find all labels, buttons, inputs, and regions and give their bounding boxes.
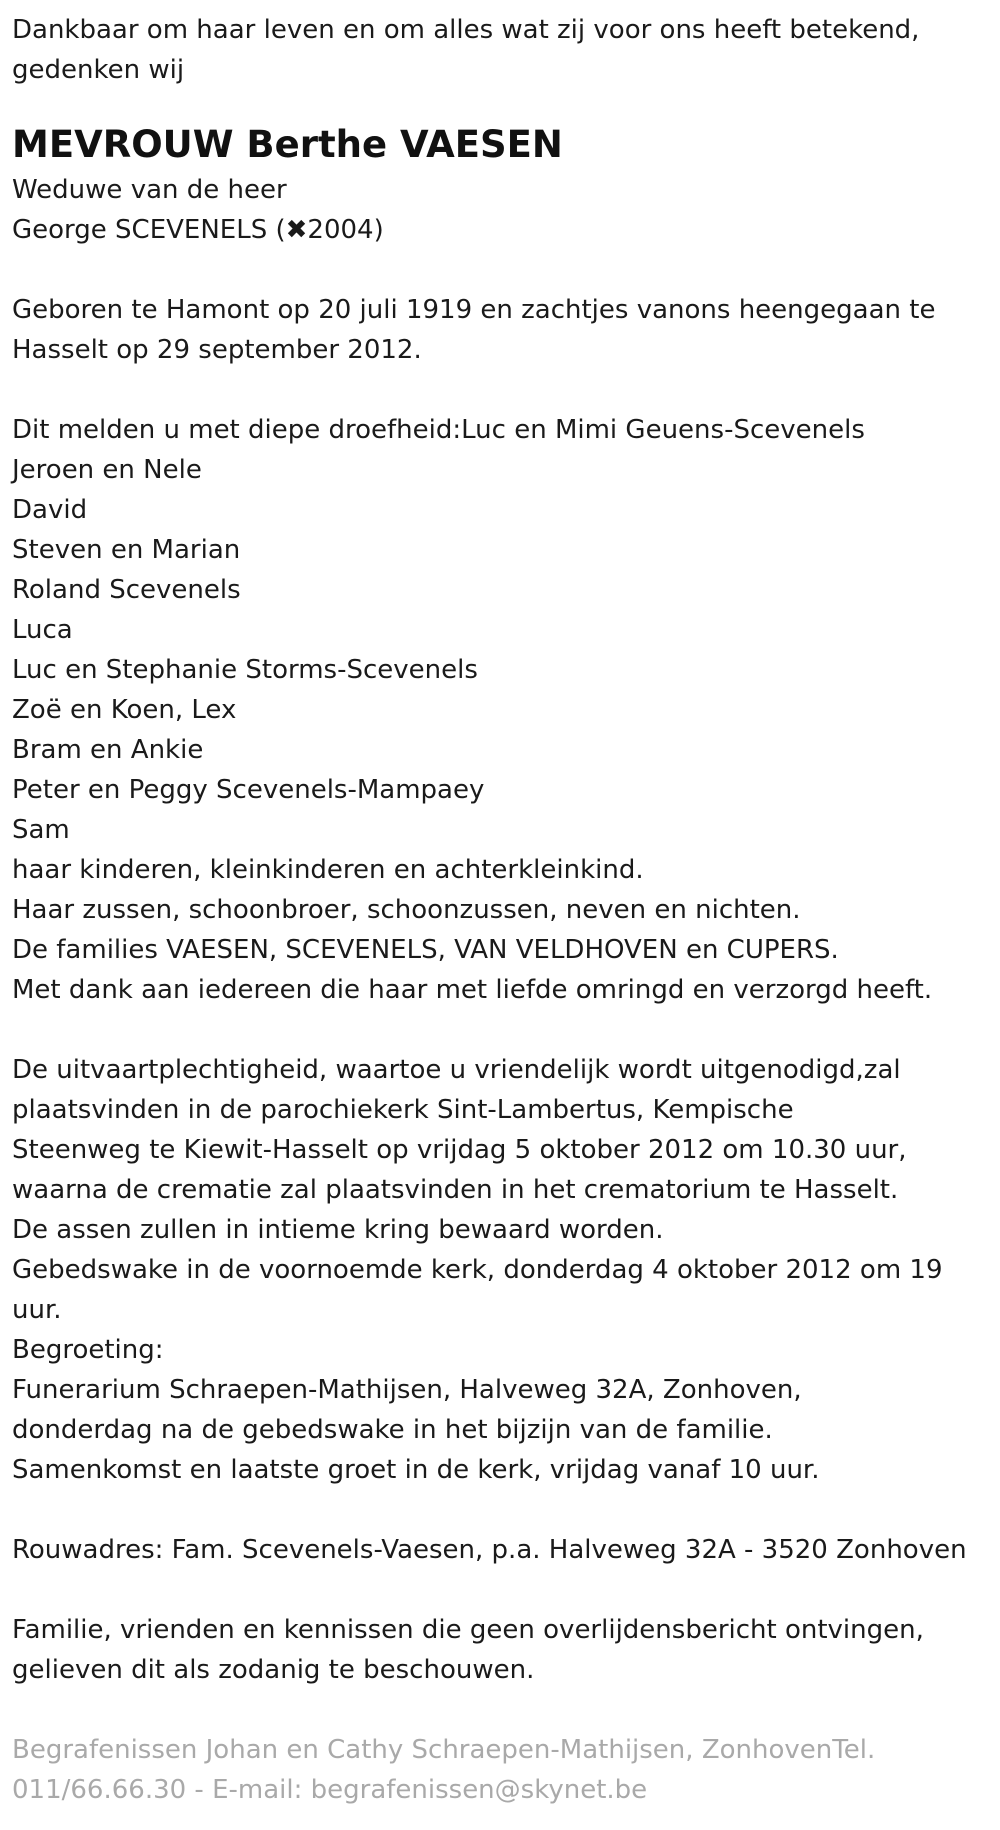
spacer [12,1010,988,1050]
mourner-line: Luc en Stephanie Storms-Scevenels [12,655,478,685]
spacer [12,1570,988,1610]
ceremony-details [12,1050,988,1490]
mourner-line: Haar zussen, schoonbroer, schoonzussen, neven en nichten. [12,895,801,925]
footer-line-1: Begrafenissen Johan en Cathy Schraepen-Mathijsen, ZonhovenTel. [12,1735,876,1765]
ceremony-line: waarna de crematie zal plaatsvinden in het crematorium te Hasselt. [12,1175,899,1205]
ceremony-line: Samenkomst en laatste groet in de kerk, vrijdag vanaf 10 uur. [12,1455,820,1485]
ceremony-line: De assen zullen in intieme kring bewaard worden. [12,1215,664,1245]
spacer [12,90,988,120]
spacer [12,370,988,410]
closing-line-2: gelieven dit als zodanig te beschouwen. [12,1655,535,1685]
mourners-list [12,410,988,1010]
ceremony-line: Funerarium Schraepen-Mathijsen, Halveweg 32A, Zonhoven, [12,1375,802,1405]
mourner-line: Bram en Ankie [12,735,204,765]
birth-death-line-2: Hasselt op 29 september 2012. [12,335,422,365]
mourner-line: haar kinderen, kleinkinderen en achterkleinkind. [12,855,644,885]
ceremony-line: plaatsvinden in de parochiekerk Sint-Lambertus, Kempische [12,1095,794,1125]
spacer [12,1690,988,1730]
spacer [12,1490,988,1530]
mourner-line: Steven en Marian [12,535,241,565]
ceremony-line: Begroeting: [12,1335,164,1365]
ceremony-line: Steenweg te Kiewit-Hasselt op vrijdag 5 oktober 2012 om 10.30 uur, [12,1135,907,1165]
deceased-name: MEVROUW Berthe VAESEN [12,123,563,166]
footer-line-2: 011/66.66.30 - E-mail: begrafenissen@skynet.be [12,1775,648,1805]
mourner-line: Sam [12,815,70,845]
ceremony-line: donderdag na de gebedswake in het bijzijn van de familie. [12,1415,773,1445]
mourning-address: Rouwadres: Fam. Scevenels-Vaesen, p.a. Halveweg 32A - 3520 Zonhoven [12,1535,967,1565]
mourner-line: Zoë en Koen, Lex [12,695,237,725]
mourner-line: Dit melden u met diepe droefheid:Luc en Mimi Geuens-Scevenels [12,415,865,445]
funeral-home-footer [12,1730,988,1810]
ceremony-line: De uitvaartplechtigheid, waartoe u vriendelijk wordt uitgenodigd,zal [12,1055,901,1085]
intro-line-2: gedenken wij [12,55,185,85]
intro-line-1: Dankbaar om haar leven en om alles wat zij voor ons heeft betekend, [12,15,920,45]
mourner-line: Met dank aan iedereen die haar met liefde omringd en verzorgd heeft. [12,975,933,1005]
mourner-line: David [12,495,88,525]
mourner-line: Luca [12,615,73,645]
spacer [12,250,988,290]
mourner-line: Roland Scevenels [12,575,241,605]
spouse-line-2: George SCEVENELS (✖2004) [12,215,384,245]
ceremony-line: Gebedswake in de voornoemde kerk, donderdag 4 oktober 2012 om 19 [12,1255,943,1285]
mourner-line: Jeroen en Nele [12,455,202,485]
closing-line-1: Familie, vrienden en kennissen die geen overlijdensbericht ontvingen, [12,1615,924,1645]
birth-death-line-1: Geboren te Hamont op 20 juli 1919 en zachtjes vanons heengegaan te [12,295,936,325]
spouse-line-1: Weduwe van de heer [12,175,287,205]
mourner-line: Peter en Peggy Scevenels-Mampaey [12,775,485,805]
mourner-line: De families VAESEN, SCEVENELS, VAN VELDHOVEN en CUPERS. [12,935,839,965]
ceremony-line: uur. [12,1295,62,1325]
